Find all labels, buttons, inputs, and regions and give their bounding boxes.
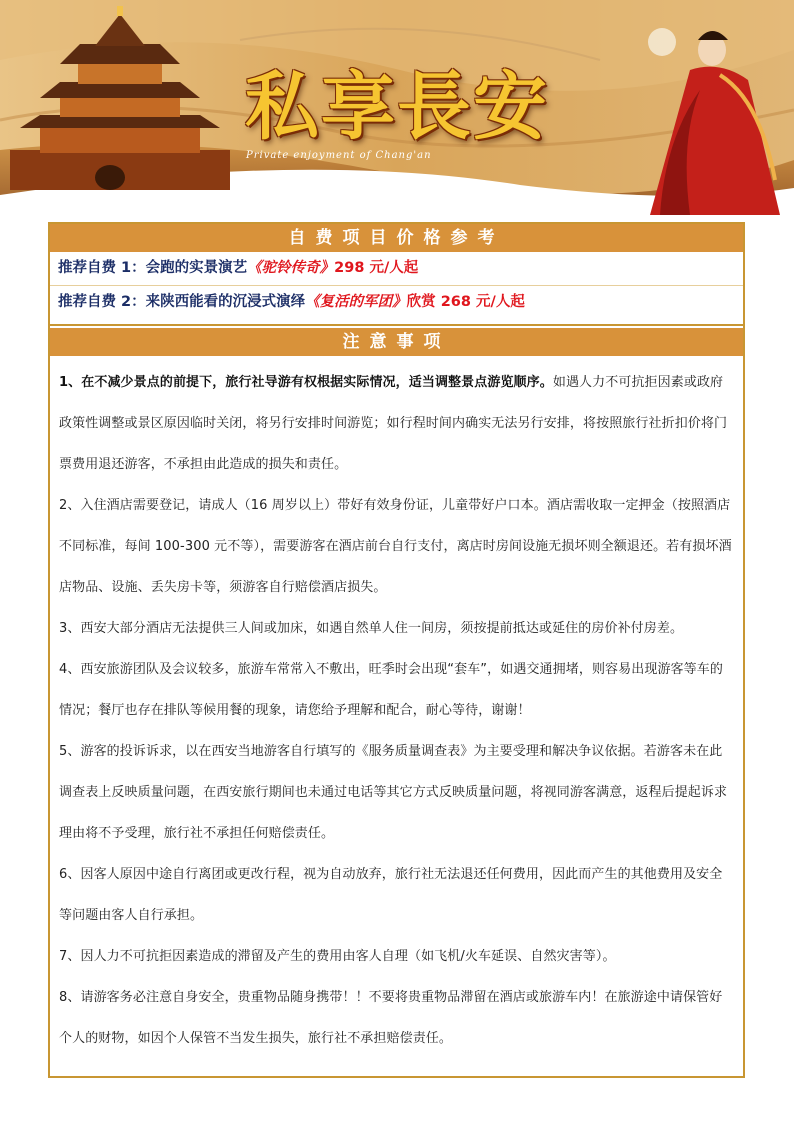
note-text: 5、游客的投诉诉求，以在西安当地游客自行填写的《服务质量调查表》为主要受理和解决争议依据。若游客未在此调查表上反映质量问题，在西安旅行期间也未通过电话等其它方式反映质量问题，将视同游客满意，返程后提起诉求理由将不予受理，旅行社不承担任何赔偿责任。 [59, 744, 728, 841]
note-text: 6、因客人原因中途自行离团或更改行程，视为自动放弃，旅行社无法退还任何费用，因此而产生的其他费用及安全等问题由客人自行承担。 [59, 867, 723, 923]
note-item [59, 731, 734, 854]
fee-item-label: 推荐自费 1：会跑的实景演艺 [58, 260, 248, 276]
notes-list [50, 356, 743, 1059]
header-banner [0, 0, 794, 215]
banner-title: 私享長安 [245, 64, 549, 150]
fee-item-show: 《复活的军团》 [305, 294, 407, 310]
note-text: 4、西安旅游团队及会议较多，旅游车常常入不敷出，旺季时会出现“套车”，如遇交通拥堵，则容易出现游客等车的情况；餐厅也存在排队等候用餐的现象，请您给予理解和配合，耐心等待，谢谢！ [59, 662, 723, 718]
note-text: 7、因人力不可抗拒因素造成的滞留及产生的费用由客人自理（如飞机/火车延误、自然灾害等）。 [59, 949, 616, 964]
fee-item-show: 《驼铃传奇》 [247, 260, 335, 276]
notes-heading: 注意事项 [50, 328, 743, 356]
note-emphasis: 1、在不减少景点的前提下，旅行社导游有权根据实际情况，适当调整景点游览顺序。 [59, 375, 553, 390]
note-item [59, 608, 734, 649]
fee-item [50, 285, 743, 319]
note-text: 3、西安大部分酒店无法提供三人间或加床，如遇自然单人住一间房，须按提前抵达或延住的房价补付房差。 [59, 621, 684, 636]
fee-item-suffix: 欣赏 [406, 294, 436, 310]
fees-heading: 自费项目价格参考 [50, 224, 743, 252]
note-item [59, 977, 734, 1059]
notes-section [48, 326, 745, 1078]
banner-subtitle: Private enjoyment of Chang'an [246, 150, 432, 161]
fee-item-label: 推荐自费 2：来陕西能看的沉浸式演绎 [58, 294, 306, 310]
note-item [59, 854, 734, 936]
fee-item-price: 298 元/人起 [334, 260, 419, 276]
note-item [59, 936, 734, 977]
note-text: 8、请游客务必注意自身安全，贵重物品随身携带！！不要将贵重物品滞留在酒店或旅游车内！在旅游途中请保管好个人的财物，如因个人保管不当发生损失，旅行社不承担赔偿责任。 [59, 990, 723, 1046]
fees-section [48, 222, 745, 326]
note-text: 如遇人力不可抗拒因素或政府政策性调整或景区原因临时关闭，将另行安排时间游览；如行程时间内确实无法另行安排，将按照旅行社折扣价将门票费用退还游客，不承担由此造成的损失和责任。 [59, 375, 728, 472]
note-item [59, 362, 734, 485]
note-text: 2、入住酒店需要登记，请成人（16 周岁以上）带好有效身份证，儿童带好户口本。酒店需收取一定押金（按照酒店不同标准，每间 100-300 元不等），需要游客在酒店前台自行支付，离店时房间设施无损坏则全额退还。若有损坏酒店物品、设施、丢失房卡等，须游客自行赔偿酒店损失。 [59, 498, 732, 595]
note-item [59, 485, 734, 608]
note-item [59, 649, 734, 731]
fee-item [50, 252, 743, 285]
fee-item-price: 268 元/人起 [440, 294, 525, 310]
